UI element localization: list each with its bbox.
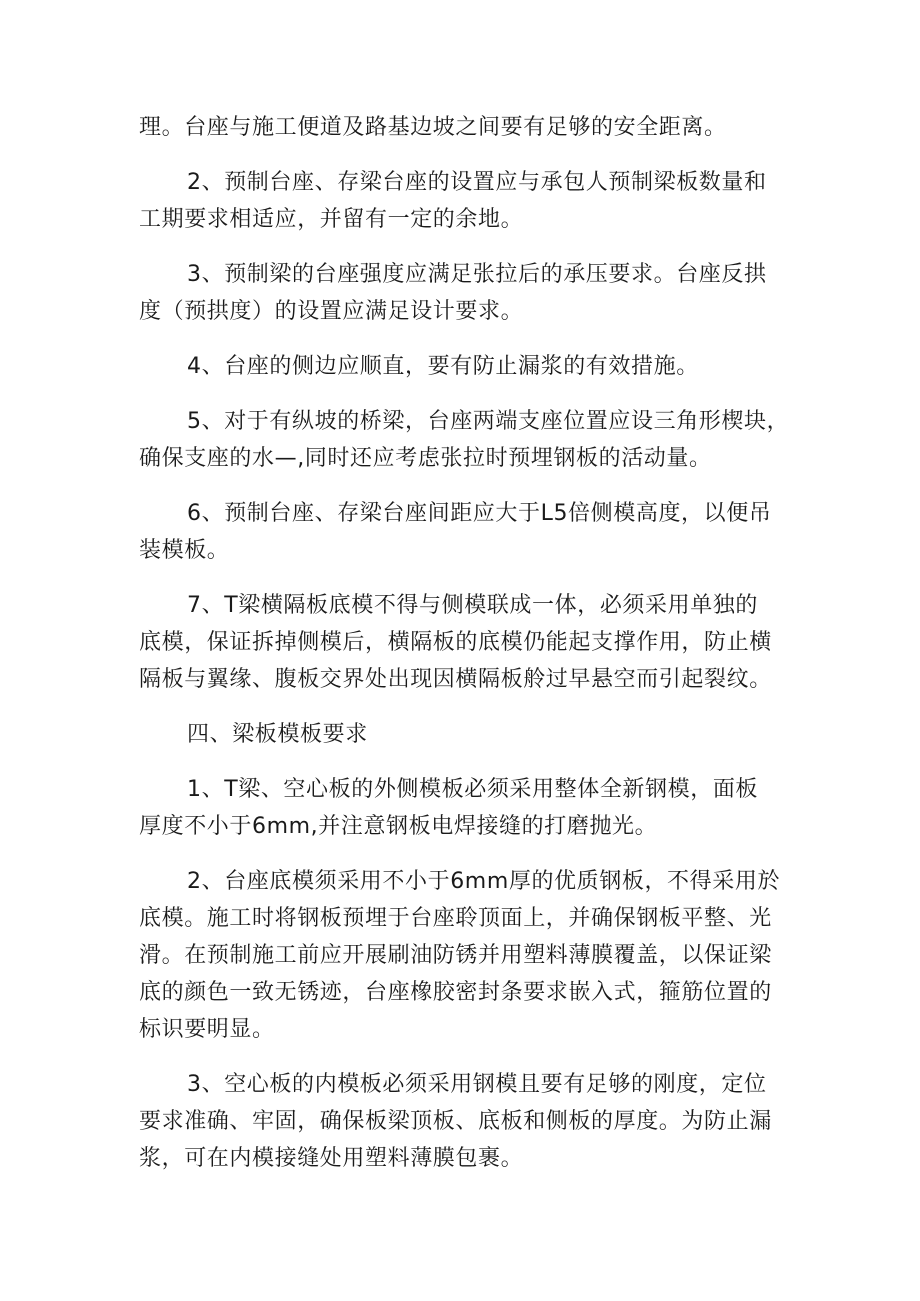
paragraph-line: 1、T梁、空心板的外侧模板必须采用整体全新钢模，面板 [187,777,759,802]
paragraph-line: 隔板与翼缘、腹板交界处出现因横隔板舲过早悬空而引起裂纹。 [139,667,772,692]
paragraph-line: 度（预拱度）的设置应满足设计要求。 [139,299,524,324]
paragraph-line: 底模，保证拆掉侧模后，横隔板的底模仍能起支撑作用，防止横 [139,630,772,655]
paragraph-line: 2、台座底模须采用不小于6mm厚的优质钢板，不得采用於 [187,869,781,894]
section-heading: 四、梁板模板要求 [187,722,368,747]
paragraph-line: 厚度不小于6mm,并注意钢板电焊接缝的打磨抛光。 [139,814,658,839]
paragraph-line: 要求准确、牢固，确保板梁顶板、底板和侧板的厚度。为防止漏 [139,1109,772,1134]
paragraph-line: 滑。在预制施工前应开展刷油防锈并用塑料薄膜覆盖，以保证梁 [139,943,772,968]
paragraph-line: 2、预制台座、存梁台座的设置应与承包人预制梁板数量和 [187,170,767,195]
paragraph-line: 标识要明显。 [139,1017,275,1042]
paragraph-line: 5、对于有纵坡的桥梁，台座两端支座位置应设三角形楔块， [187,409,790,434]
paragraph-line: 7、T梁横隔板底模不得与侧模联成一体，必须采用单独的 [187,593,759,618]
paragraph-line: 确保支座的水—,同时还应考虑张拉时预埋钢板的活动量。 [139,446,712,471]
paragraph-line: 浆，可在内模接缝处用塑料薄膜包裹。 [139,1146,524,1171]
paragraph-line: 底的颜色一致无锈迹，台座橡胶密封条要求嵌入式，箍筋位置的 [139,980,772,1005]
paragraph-line: 装模板。 [139,538,230,563]
paragraph-line: 3、空心板的内模板必须采用钢模且要有足够的刚度，定位 [187,1072,767,1097]
paragraph-line: 底模。施工时将钢板预埋于台座聆顶面上，并确保钢板平整、光 [139,906,772,931]
paragraph-line: 工期要求相适应，并留有一定的余地。 [139,207,524,232]
paragraph-line: 3、预制梁的台座强度应满足张拉后的承压要求。台座反拱 [187,262,767,287]
paragraph-line: 理。台座与施工便道及路基边坡之间要有足够的安全距离。 [139,115,727,140]
paragraph-line: 6、预制台座、存梁台座间距应大于L5倍侧模高度，以便吊 [187,501,772,526]
paragraph-line: 4、台座的侧边应顺直，要有防止漏浆的有效措施。 [187,354,699,379]
